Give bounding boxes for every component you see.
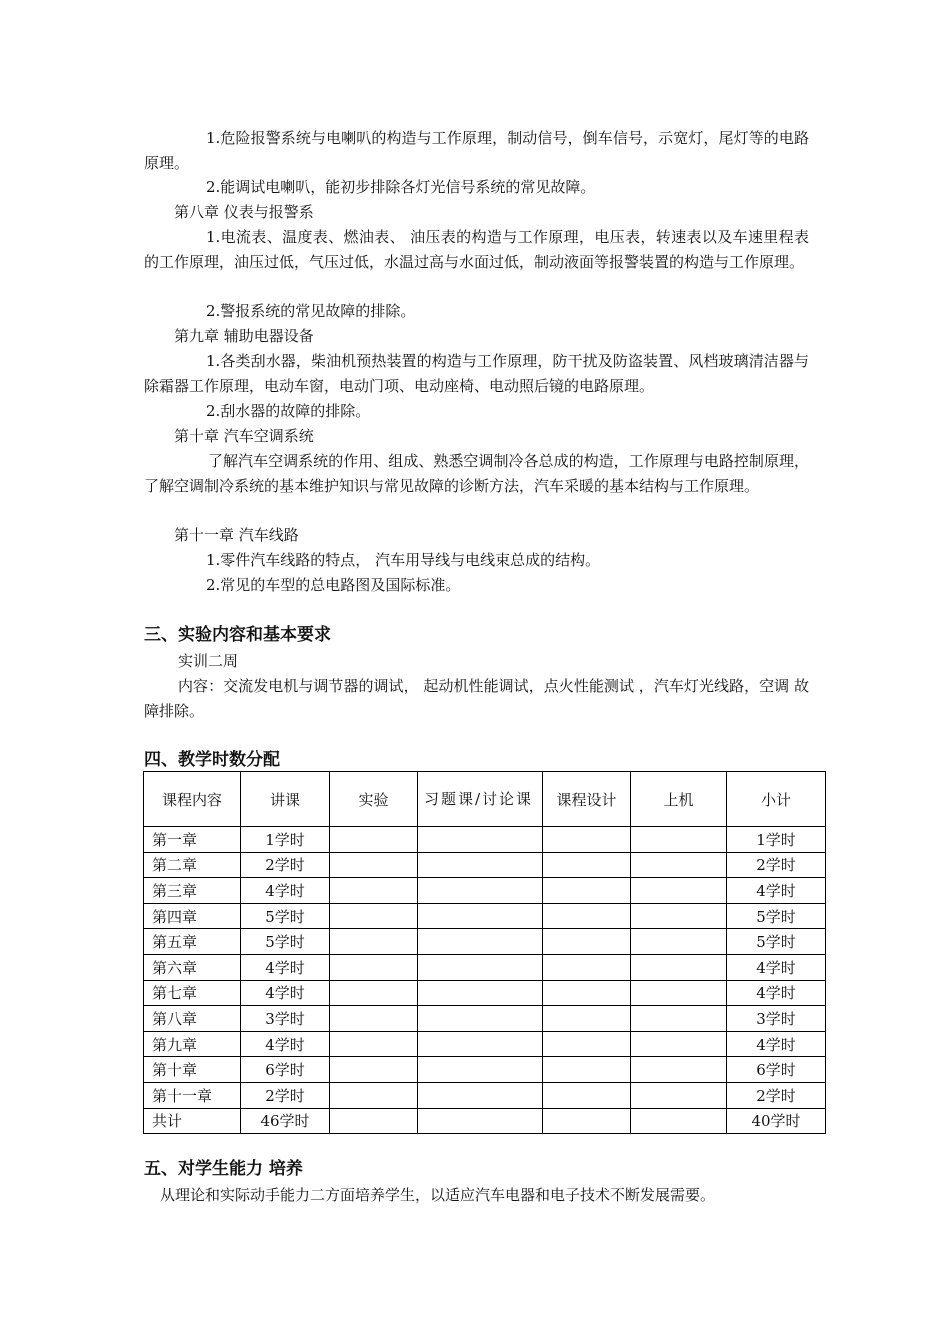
table-cell (330, 1057, 418, 1083)
table-cell (631, 1082, 727, 1108)
table-cell: 第二章 (144, 852, 241, 878)
table-cell (543, 1082, 631, 1108)
table-cell (631, 1057, 727, 1083)
table-cell (543, 852, 631, 878)
table-cell (330, 980, 418, 1006)
header-course-content: 课程内容 (144, 772, 241, 827)
table-cell: 6学时 (727, 1057, 826, 1083)
table-cell (631, 878, 727, 904)
chapter11-item-2: 2.常见的车型的总电路图及国际标准。 (206, 576, 461, 594)
table-cell (418, 980, 543, 1006)
table-cell: 4学时 (727, 878, 826, 904)
table-cell (543, 954, 631, 980)
chapter9-item-1: 1.各类刮水器，柴油机预热装置的构造与工作原理，防干扰及防盗装置、风档玻璃清洁器与除霜器工作原理，电动车窗，电动门项、电动座椅、电动照后镜的电路原理。 (144, 352, 809, 395)
table-cell: 2学时 (727, 1082, 826, 1108)
table-cell (543, 1006, 631, 1032)
table-cell (330, 852, 418, 878)
table-cell: 46学时 (241, 1108, 330, 1134)
table-cell: 第三章 (144, 878, 241, 904)
table-cell: 5学时 (241, 903, 330, 929)
table-cell (543, 1031, 631, 1057)
table-cell: 3学时 (241, 1006, 330, 1032)
table-cell: 共计 (144, 1108, 241, 1134)
table-cell (631, 1006, 727, 1032)
chapter7-item-1: 1.危险报警系统与电喇叭的构造与工作原理，制动信号，倒车信号，示宽灯，尾灯等的电路原理。 (144, 129, 809, 172)
table-row (144, 954, 826, 980)
section5-text: 从理论和实际动手能力二方面培养学生，以适应汽车电器和电子技术不断发展需要。 (160, 1186, 716, 1204)
table-row (144, 1006, 826, 1032)
table-row (144, 878, 826, 904)
header-lecture: 讲课 (241, 772, 330, 827)
header-subtotal: 小计 (727, 772, 826, 827)
table-cell (418, 1108, 543, 1134)
table-cell (418, 852, 543, 878)
table-cell: 4学时 (241, 878, 330, 904)
section3-duration: 实训二周 (178, 652, 239, 670)
table-cell (330, 1006, 418, 1032)
table-cell (330, 878, 418, 904)
chapter10-item-1: 了解汽车空调系统的作用、组成、熟悉空调制冷各总成的构造，工作原理与电路控制原理，了解空调制冷系统的基本维护知识与常见故障的诊断方法，汽车采暖的基本结构与工作原理。 (144, 452, 809, 495)
table-cell (631, 929, 727, 955)
table-cell (330, 1082, 418, 1108)
table-cell (543, 980, 631, 1006)
chapter8-title: 第八章 仪表与报警系 (174, 203, 314, 221)
table-cell (418, 827, 543, 853)
section3-heading: 三、实验内容和基本要求 (144, 625, 331, 645)
table-cell (543, 878, 631, 904)
table-cell (330, 903, 418, 929)
header-experiment: 实验 (330, 772, 418, 827)
table-row (144, 1031, 826, 1057)
table-cell (631, 827, 727, 853)
chapter8-item-2: 2.警报系统的常见故障的排除。 (206, 302, 416, 320)
table-cell (330, 1108, 418, 1134)
table-cell: 第九章 (144, 1031, 241, 1057)
table-cell: 第六章 (144, 954, 241, 980)
header-exercise: 习题课/讨论课 (418, 772, 543, 827)
header-computer: 上机 (631, 772, 727, 827)
table-cell: 第十章 (144, 1057, 241, 1083)
chapter9-title: 第九章 辅助电器设备 (174, 327, 314, 345)
header-course-design: 课程设计 (543, 772, 631, 827)
table-cell: 2学时 (727, 852, 826, 878)
table-cell (418, 1006, 543, 1032)
section4-heading: 四、教学时数分配 (144, 750, 280, 770)
table-cell (543, 1108, 631, 1134)
table-cell (543, 827, 631, 853)
table-cell: 3学时 (727, 1006, 826, 1032)
table-cell: 1学时 (241, 827, 330, 853)
table-cell: 1学时 (727, 827, 826, 853)
table-cell: 第八章 (144, 1006, 241, 1032)
table-cell: 5学时 (727, 929, 826, 955)
table-row (144, 852, 826, 878)
table-row (144, 1082, 826, 1108)
table-cell (418, 954, 543, 980)
table-row (144, 1057, 826, 1083)
table-cell (631, 980, 727, 1006)
table-cell (543, 903, 631, 929)
hours-table (143, 771, 826, 1134)
table-cell: 5学时 (241, 929, 330, 955)
section3-content: 内容：交流发电机与调节器的调试， 起动机性能调试，点火性能测试 ，汽车灯光线路，空调 故障排除。 (144, 677, 809, 720)
section5-heading: 五、对学生能力 培养 (144, 1159, 303, 1179)
table-cell: 第七章 (144, 980, 241, 1006)
table-cell: 6学时 (241, 1057, 330, 1083)
chapter10-title: 第十章 汽车空调系统 (174, 427, 314, 445)
table-cell: 2学时 (241, 852, 330, 878)
table-cell (631, 852, 727, 878)
table-cell (418, 903, 543, 929)
table-cell: 4学时 (241, 954, 330, 980)
table-cell (330, 827, 418, 853)
table-row (144, 980, 826, 1006)
table-row (144, 827, 826, 853)
table-row (144, 903, 826, 929)
table-cell (631, 954, 727, 980)
table-cell: 4学时 (241, 1031, 330, 1057)
table-cell: 4学时 (241, 980, 330, 1006)
table-cell: 第五章 (144, 929, 241, 955)
table-cell: 5学时 (727, 903, 826, 929)
table-cell (631, 1108, 727, 1134)
table-cell (631, 1031, 727, 1057)
table-cell: 4学时 (727, 980, 826, 1006)
table-cell (418, 1057, 543, 1083)
table-cell (418, 1031, 543, 1057)
table-cell (330, 954, 418, 980)
table-cell: 第一章 (144, 827, 241, 853)
table-cell (543, 929, 631, 955)
table-cell (418, 1082, 543, 1108)
chapter11-item-1: 1.零件汽车线路的特点， 汽车用导线与电线束总成的结构。 (206, 551, 601, 569)
table-cell: 第十一章 (144, 1082, 241, 1108)
table-cell (418, 878, 543, 904)
chapter7-item-2: 2.能调试电喇叭，能初步排除各灯光信号系统的常见故障。 (206, 178, 596, 196)
table-cell: 40学时 (727, 1108, 826, 1134)
table-cell (631, 903, 727, 929)
table-cell (418, 929, 543, 955)
table-cell: 4学时 (727, 954, 826, 980)
table-cell (543, 1057, 631, 1083)
table-header-row (144, 772, 826, 827)
table-cell: 第四章 (144, 903, 241, 929)
chapter11-title: 第十一章 汽车线路 (174, 526, 299, 544)
table-cell (330, 1031, 418, 1057)
chapter9-item-2: 2.刮水器的故障的排除。 (206, 402, 371, 420)
table-cell: 2学时 (241, 1082, 330, 1108)
table-row (144, 929, 826, 955)
table-row (144, 1108, 826, 1134)
table-cell: 4学时 (727, 1031, 826, 1057)
table-cell (330, 929, 418, 955)
chapter8-item-1: 1.电流表、温度表、燃油表、 油压表的构造与工作原理，电压表，转速表以及车速里程表的工作原理，油压过低，气压过低，水温过高与水面过低，制动液面等报警装置的构造与工作原理。 (144, 228, 809, 271)
